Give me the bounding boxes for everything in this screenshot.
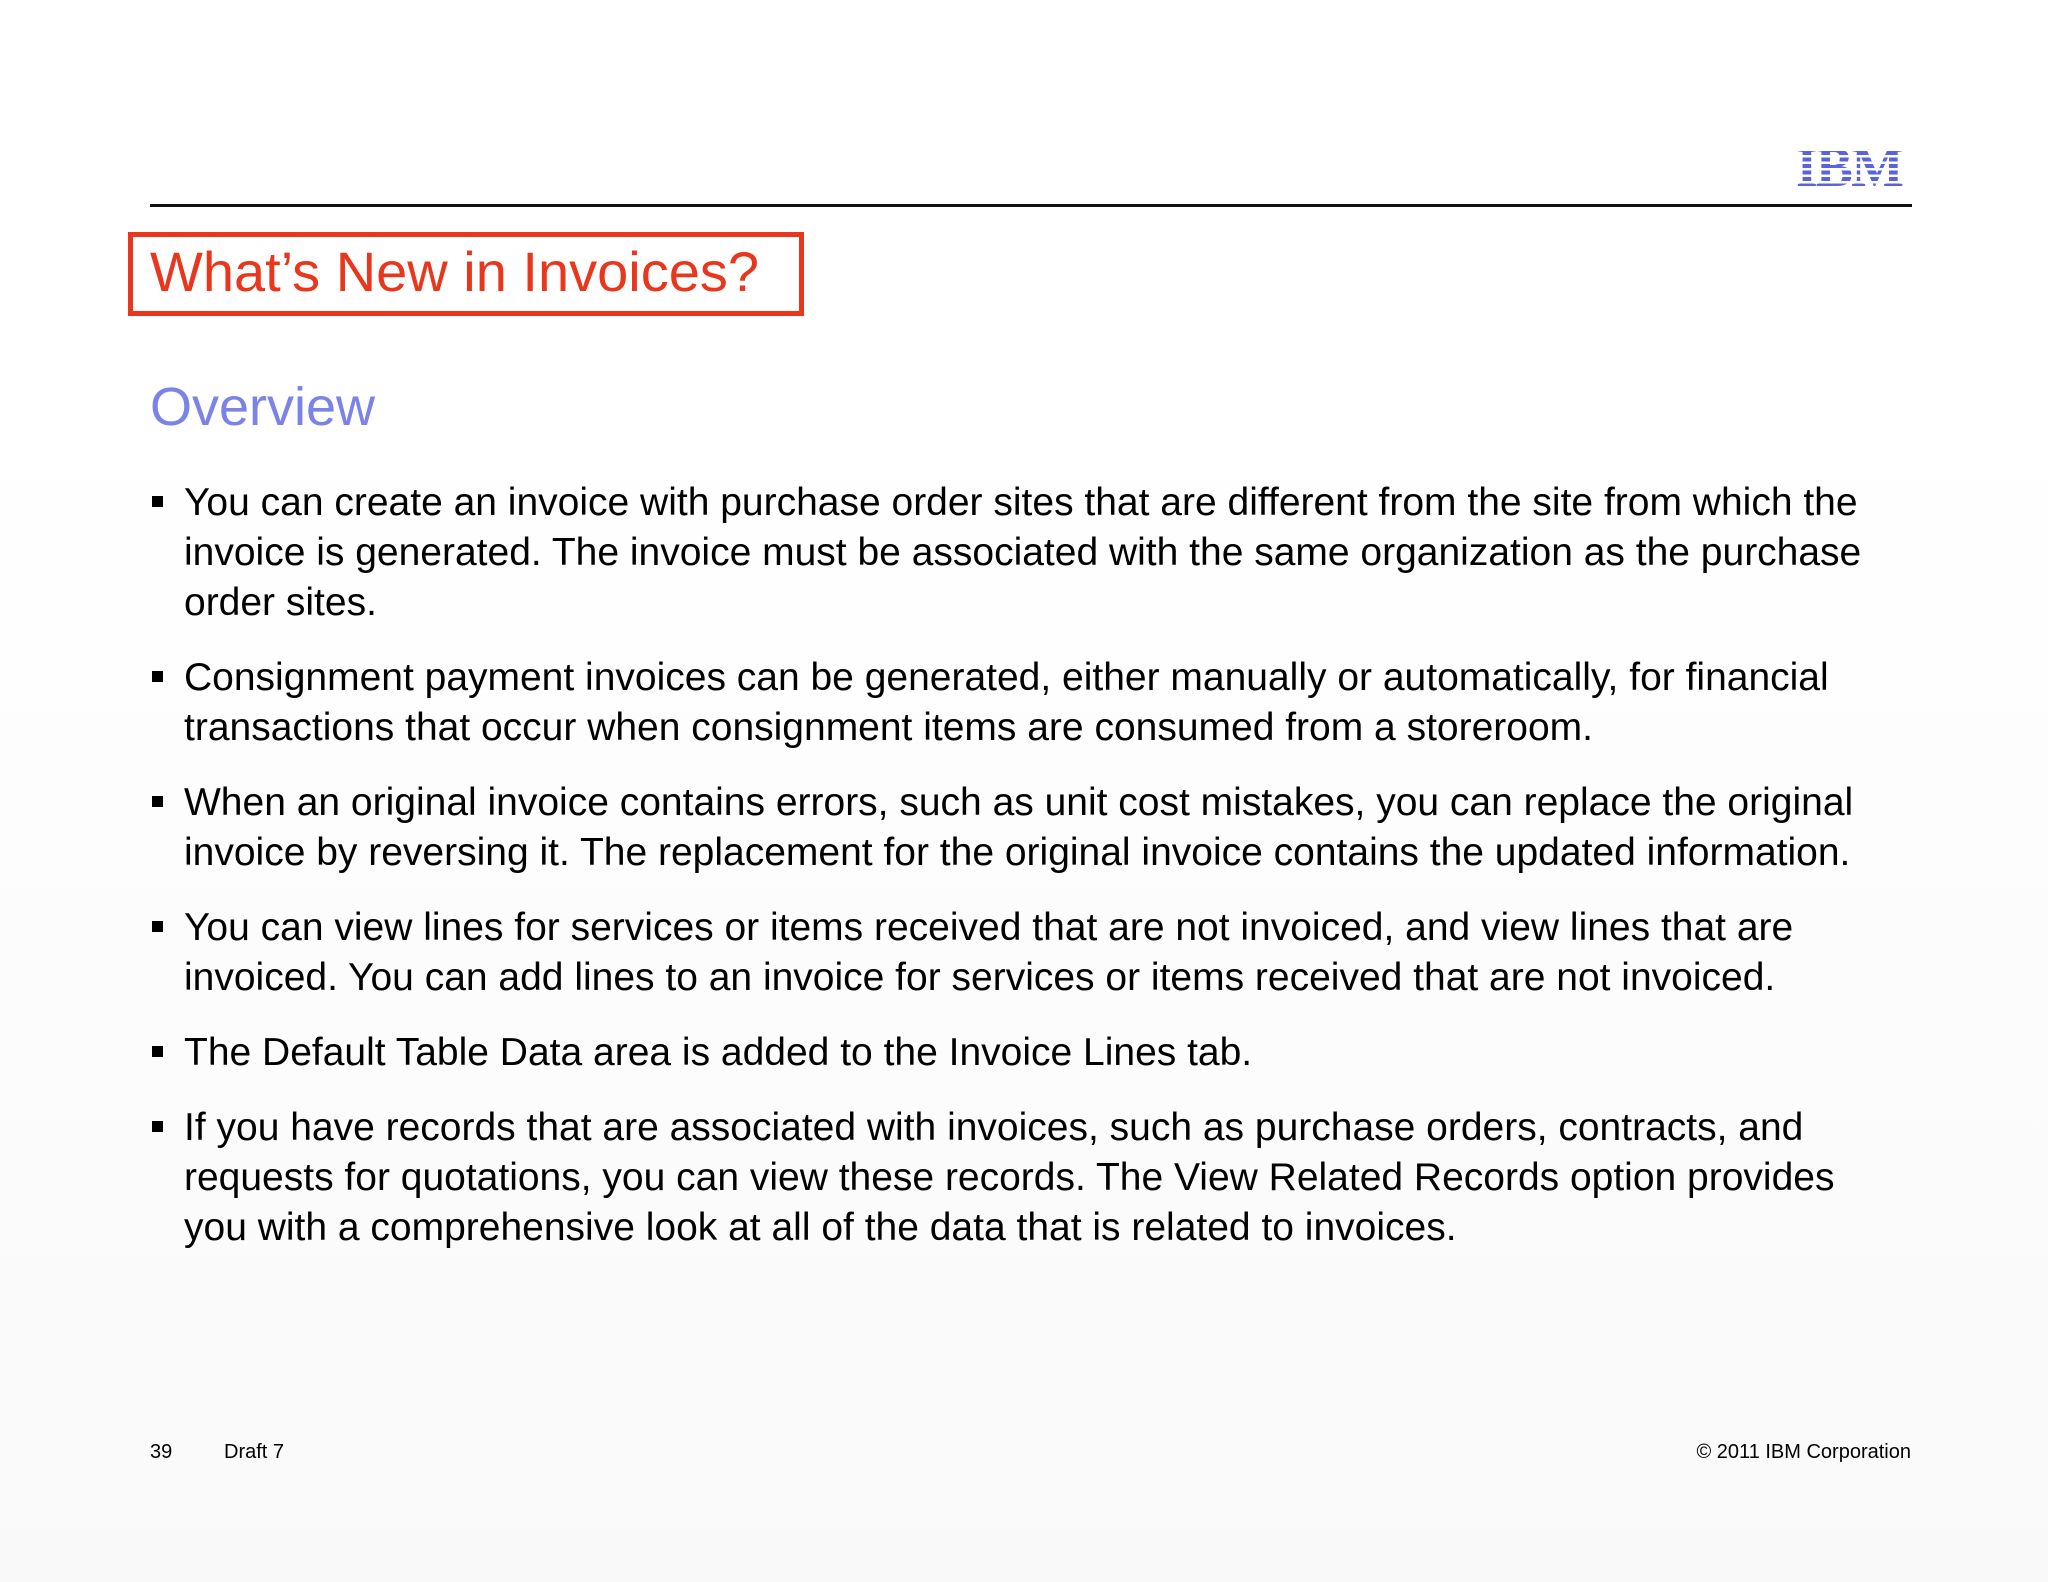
bullet-text: If you have records that are associated with invoices, such as purchase orders, contracts, and requests for quotations, you can view these records. The View Related Records option provides you with a comprehensive look at all of the data that is related to invoices.	[184, 1106, 1835, 1249]
bullet-square-icon	[152, 921, 163, 932]
draft-label: Draft 7	[224, 1441, 285, 1463]
ibm-logo	[1788, 138, 1910, 190]
bullet-square-icon	[152, 1121, 163, 1132]
bullet-square-icon	[152, 671, 163, 682]
bullet-item	[150, 1028, 1890, 1078]
header-rule	[150, 204, 1912, 207]
bullet-list	[150, 478, 1890, 1278]
bullet-text: You can create an invoice with purchase order sites that are different from the site from which the invoice is generated. The invoice must be associated with the same organization as the purchase order sites.	[184, 481, 1862, 624]
bullet-text: Consignment payment invoices can be generated, either manually or automatically, for financial transactions that occur when consignment items are consumed from a storeroom.	[184, 656, 1829, 749]
copyright-notice: © 2011 IBM Corporation	[1696, 1441, 1911, 1463]
bullet-text: The Default Table Data area is added to the Invoice Lines tab.	[184, 1031, 1253, 1074]
bullet-item	[150, 778, 1890, 878]
bullet-text: You can view lines for services or items received that are not invoiced, and view lines that are invoiced. You can add lines to an invoice for services or items received that are not invoiced.	[184, 906, 1794, 999]
section-heading: Overview	[150, 377, 376, 437]
bullet-item	[150, 1103, 1890, 1253]
bullet-square-icon	[152, 1046, 163, 1057]
bullet-text: When an original invoice contains errors, such as unit cost mistakes, you can replace the original invoice by reversing it. The replacement for the original invoice contains the updated information.	[184, 781, 1854, 874]
bullet-item	[150, 903, 1890, 1003]
page-number: 39	[150, 1441, 173, 1463]
bullet-square-icon	[152, 496, 163, 507]
slide-title: What’s New in Invoices?	[150, 240, 759, 303]
bullet-item	[150, 653, 1890, 753]
bullet-square-icon	[152, 796, 163, 807]
ibm-logo-text: IBM	[1796, 138, 1902, 190]
bullet-item	[150, 478, 1890, 628]
